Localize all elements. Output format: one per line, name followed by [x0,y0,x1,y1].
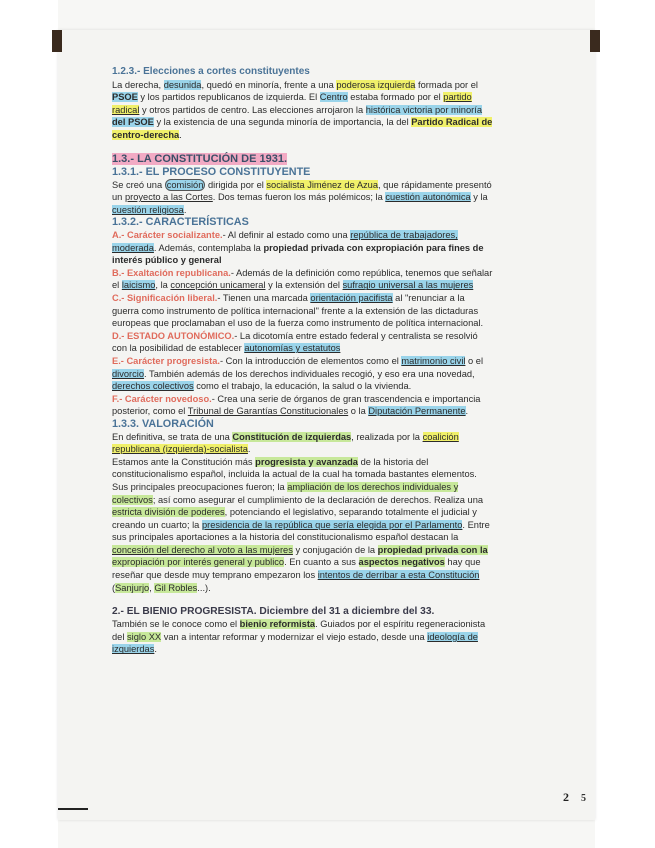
section-1-3-3 [112,418,537,594]
paragraph-line: sus principales aportaciones a la historia del constitucionalismo español destacan la [112,532,459,543]
paper-edge-mark [58,808,88,810]
paragraph-line: La derecha, desunida, quedó en minoría, frente a una poderosa izquierda formada por el [112,79,478,90]
section-1-3-2 [112,216,537,418]
paragraph-line: moderada. Además, contemplaba la propiedad privada con expropiación para fines de [112,242,484,253]
paragraph-line: Estamos ante la Constitución más progresista y avanzada de la historia del [112,456,429,467]
paragraph-line: concesión del derecho al voto a las mujeres y conjugación de la propiedad privada con la [112,544,488,555]
section-title: 1.3.3. VALORACIÓN [112,417,214,430]
paragraph-line: divorcio. También además de los derechos individuales recogió, y eso era una novedad, [112,368,475,379]
section-title: 1.3.1.- EL PROCESO CONSTITUYENTE [112,166,311,179]
section-title: 1.3.- LA CONSTITUCIÓN DE 1931. [112,152,288,165]
characteristic-a: A.- Carácter socializante.- Al definir al estado como una república de trabajadores, [112,230,458,241]
characteristic-f: F.- Carácter novedoso.- Crea una serie de órganos de gran trascendencia e importancia [112,393,481,404]
paragraph-line: del siglo XX van a intentar reformar y modernizar el viejo estado, desde una ideología de [112,631,478,642]
paragraph-line: el laicismo, la concepción unicameral y la extensión del sufragio universal a las mujeres [112,280,474,291]
section-1-3-1 [112,166,537,216]
page-mark: 5 [581,793,586,804]
paragraph-line: del PSOE y la existencia de una segunda minoría de importancia, la del Partido Radical de [112,117,493,128]
paragraph-line: cuestión religiosa. [112,204,187,215]
characteristic-c: C.- Significación liberal.- Tienen una marcada orientación pacifista al "renunciar a la [112,293,465,303]
paragraph-line: PSOE y los partidos republicanos de izquierda. El Centro estaba formado por el partido [112,92,472,103]
characteristic-b: B.- Exaltación republicana.- Además de la definición como república, tenemos que señalar [112,267,493,278]
section-title: 1.2.3.- Elecciones a cortes constituyentes [112,66,310,77]
section-title: 2.- EL BIENIO PROGRESISTA. Diciembre del 31 a diciembre del 33. [112,606,435,618]
clip-shadow-right [590,30,600,52]
paragraph-line: (Sanjurjo, Gil Robles...). [112,582,211,593]
paragraph-line: derechos colectivos como el trabajo, la educación, la salud o la vivienda. [112,381,412,392]
paragraph-line: También se le conoce como el bienio reformista. Guiados por el espíritu regeneracionista [112,619,486,630]
paragraph-line: guerra como instrumento de política internacional" frente a la extensión de las dictaduras [112,305,479,316]
clip-shadow-left [52,30,62,52]
background-left [0,0,58,848]
characteristic-e: E.- Carácter progresista.- Con la introducción de elementos como el matrimonio civil o el [112,355,484,366]
section-2 [112,605,537,656]
paragraph-line: republicana (izquierda)-socialista. [112,444,251,455]
paragraph-line: interés público y general [112,255,222,266]
paragraph-line: En definitiva, se trata de una Constitución de izquierdas, realizada por la coalición [112,431,459,442]
background-right [595,0,655,848]
section-title: 1.3.2.- CARACTERÍSTICAS [112,216,249,229]
paragraph-line: Sus principales preocupaciones fueron; la ampliación de los derechos individuales y [112,481,459,492]
page-number: 2 [563,790,569,804]
paragraph-line: reseñar que desde muy temprano empezaron los intentos de derribar a esta Constitución [112,570,480,581]
paragraph-line: constitucionalismo español, incluida la actual de la cual ha tomada bastantes elementos. [112,469,477,480]
paragraph-line: europeas que proclamaban el uso de la fuerza como instrumento de política internacional. [112,318,484,329]
paragraph-line: posterior, como el Tribunal de Garantías Constitucionales o la Diputación Permanente. [112,406,469,417]
paragraph-line: con la posibilidad de establecer autonomías y estatutos [112,343,341,354]
section-1-2-3 [112,66,537,142]
paragraph-line: colectivos; así como asegurar el cumplimiento de la declaración de derechos. Realiza una [112,494,484,505]
paragraph-line: un proyecto a las Cortes. Dos temas fueron los más polémicos; la cuestión autonómica y la [112,192,488,203]
characteristic-d: D.- ESTADO AUTONÓMICO.- La dicotomía entre estado federal y centralista se resolvió [112,330,478,341]
paragraph-line: Se creó una comisión dirigida por el socialista Jiménez de Azua, que rápidamente presentó [112,179,492,190]
paragraph-line: estricta división de poderes, potenciando el legislativo, separando totalmente el judicial y [112,507,477,518]
paragraph-line: creando un cuarto; la presidencia de la república que sería elegida por el Parlamento. Entre [112,519,490,530]
paragraph-line: expropiación por interés general y publico. En cuanto a sus aspectos negativos hay que [112,557,481,568]
paragraph-line: izquierdas. [112,644,157,655]
document-body [112,66,537,656]
paragraph-line: centro-derecha. [112,129,182,140]
paragraph-line: radical y otros partidos de centro. Las elecciones arrojaron la histórica victoria por minoría [112,104,483,115]
